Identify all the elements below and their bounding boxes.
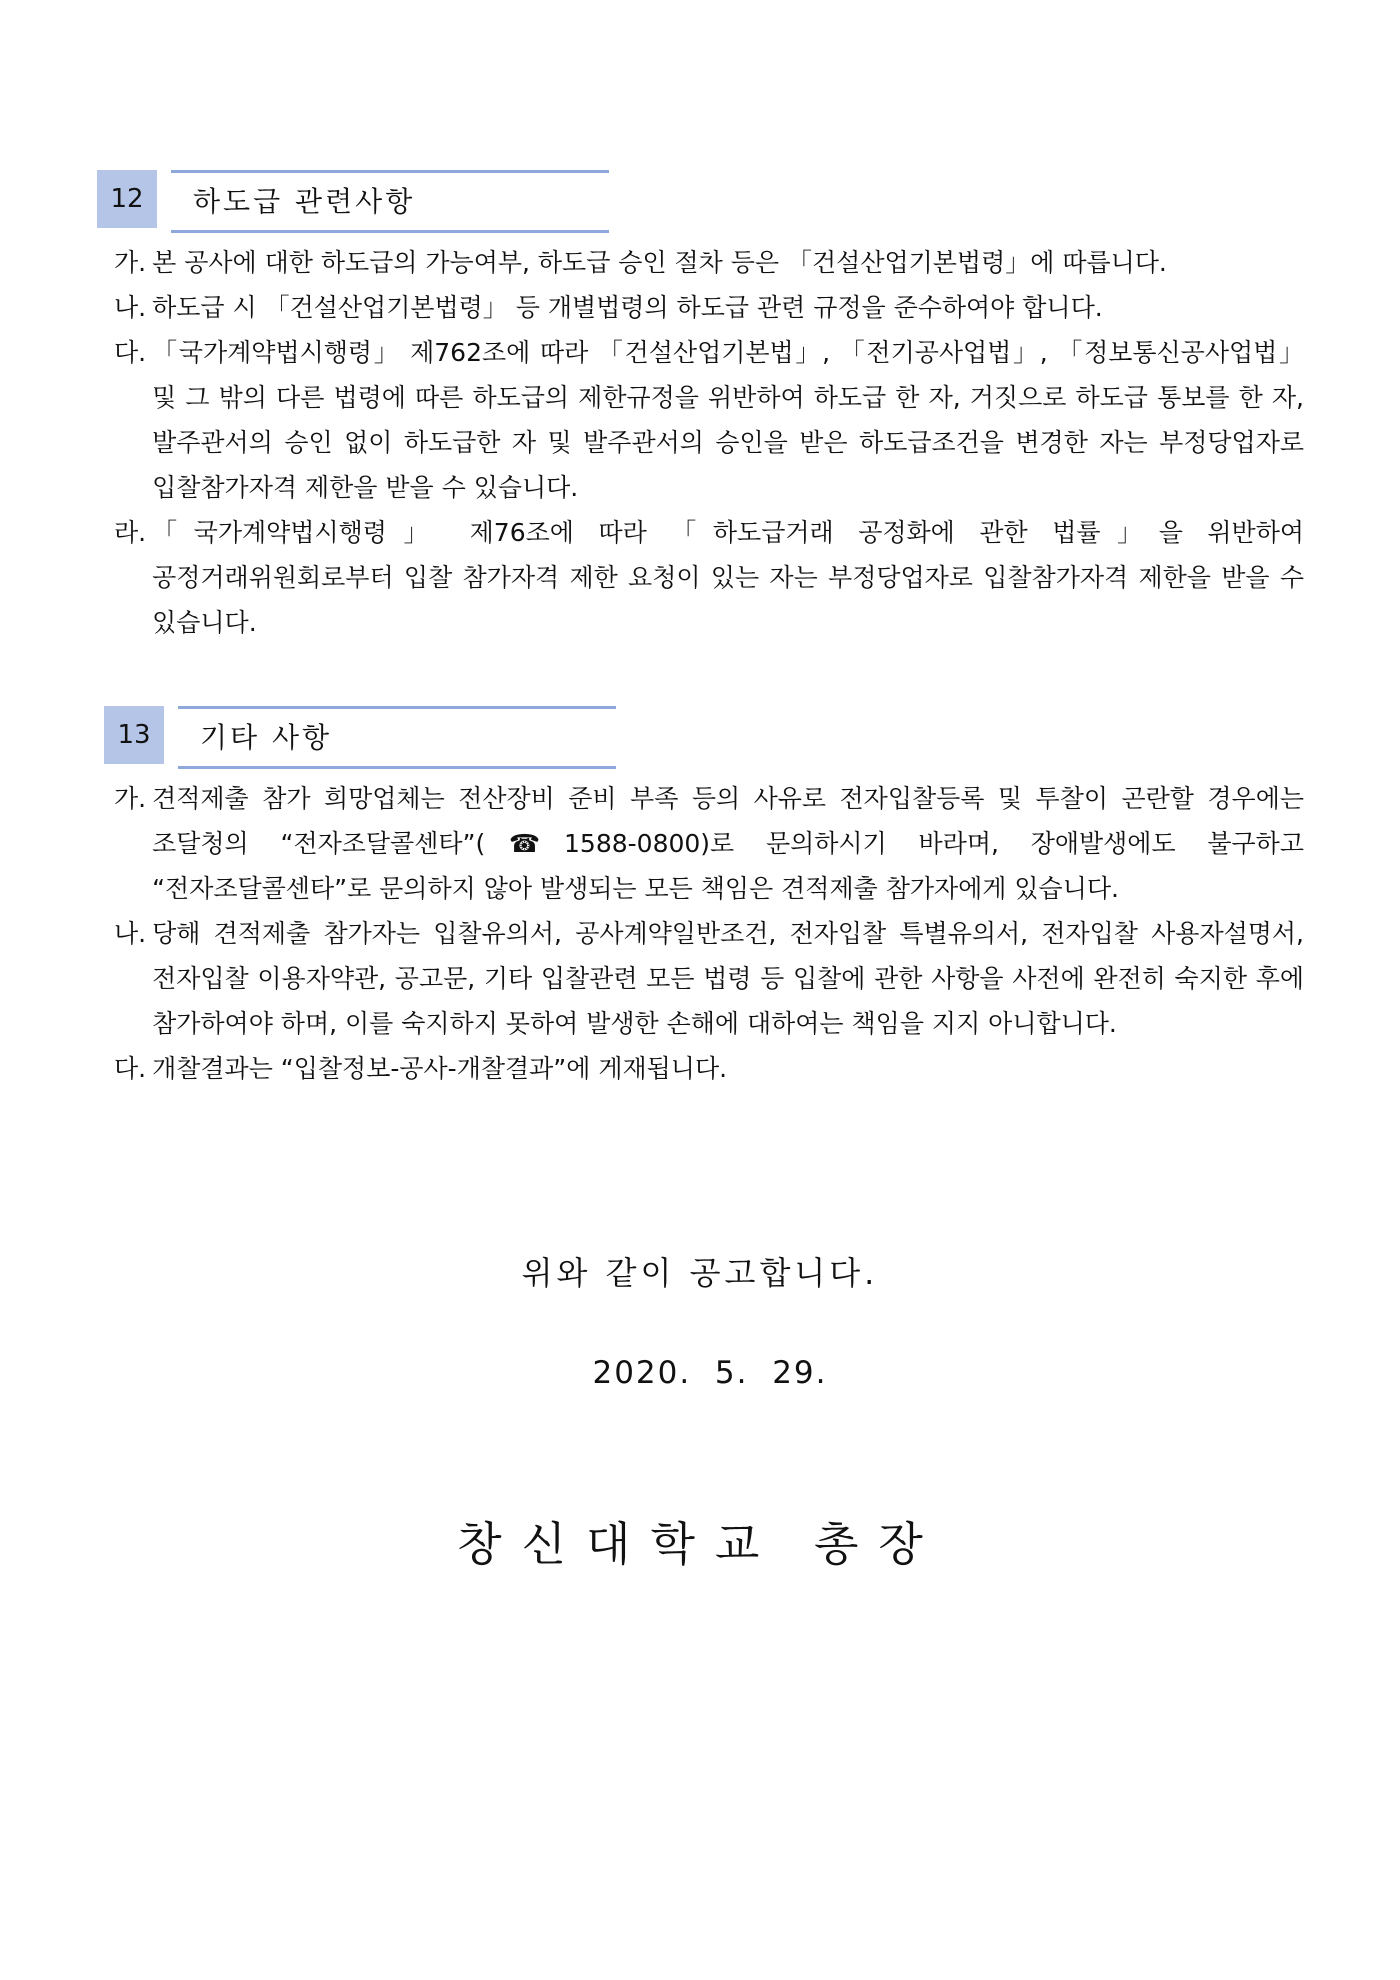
item-marker: 가. bbox=[114, 784, 147, 813]
section-line-top bbox=[178, 706, 616, 709]
item-marker: 가. bbox=[114, 248, 147, 277]
section-number-box bbox=[104, 706, 164, 764]
item-marker: 나. bbox=[114, 293, 147, 322]
item-marker: 라. bbox=[114, 518, 147, 547]
announcement-date: 2020. 5. 29. bbox=[592, 1355, 828, 1391]
item-text: 견적제출 참가 희망업체는 전산장비 준비 부족 등의 사유로 전자입찰등록 및 투찰이 곤란할 경우에는 조달청의 “전자조달콜센타”(☎1588-0800)로 문의하시기 바라며, 장애발생에도 불구하고 “전자조달콜센타”로 문의하지 않아 발생되는 모든 책임은 견적제출 참가자에게 있습니다. bbox=[152, 784, 1304, 903]
section-13-items bbox=[114, 776, 1304, 1091]
item-marker: 다. bbox=[114, 1054, 147, 1083]
item-text: 개찰결과는 “입찰정보-공사-개찰결과”에 게재됩니다. bbox=[152, 1054, 728, 1083]
section-12-items bbox=[114, 240, 1304, 645]
section-12-header bbox=[97, 170, 609, 236]
section-title: 기타 사항 bbox=[200, 721, 333, 754]
list-item bbox=[114, 240, 1304, 285]
list-item bbox=[114, 1046, 1304, 1091]
item-text: 당해 견적제출 참가자는 입찰유의서, 공사계약일반조건, 전자입찰 특별유의서, 전자입찰 사용자설명서, 전자입찰 이용자약관, 공고문, 기타 입찰관련 모든 법령 등 입찰에 관한 사항을 사전에 완전히 숙지한 후에 참가하여야 하며, 이를 숙지하지 못하여 발생한 손해에 대하여는 책임을 지지 아니합니다. bbox=[152, 919, 1304, 1038]
item-text: 하도급 시 「건설산업기본법령」 등 개별법령의 하도급 관련 규정을 준수하여야 합니다. bbox=[152, 293, 1103, 322]
section-line-bottom bbox=[171, 230, 609, 233]
section-number-box bbox=[97, 170, 157, 228]
closing-statement: 위와 같이 공고합니다. bbox=[521, 1254, 879, 1292]
list-item bbox=[114, 330, 1304, 510]
section-number: 12 bbox=[110, 184, 144, 214]
section-title: 하도급 관련사항 bbox=[193, 185, 416, 218]
list-item bbox=[114, 911, 1304, 1046]
section-line-bottom bbox=[178, 766, 616, 769]
item-marker: 나. bbox=[114, 919, 147, 948]
section-13-header bbox=[104, 706, 616, 772]
list-item bbox=[114, 776, 1304, 911]
item-marker: 다. bbox=[114, 338, 147, 367]
section-number: 13 bbox=[117, 720, 151, 750]
list-item bbox=[114, 510, 1304, 645]
item-text: 「국가계약법시행령」 제76조에 따라 「하도급거래 공정화에 관한 법률」을 위반하여 공정거래위원회로부터 입찰 참가자격 제한 요청이 있는 자는 부정당업자로 입찰참가자격 제한을 받을 수 있습니다. bbox=[152, 518, 1304, 637]
item-text: 본 공사에 대한 하도급의 가능여부, 하도급 승인 절차 등은 「건설산업기본법령」에 따릅니다. bbox=[152, 248, 1167, 277]
section-line-top bbox=[171, 170, 609, 173]
signature: 창신대학교 총장 bbox=[457, 1517, 943, 1571]
list-item bbox=[114, 285, 1304, 330]
item-text: 「국가계약법시행령」 제762조에 따라 「건설산업기본법」, 「전기공사업법」, 「정보통신공사업법」 및 그 밖의 다른 법령에 따른 하도급의 제한규정을 위반하여 하도급 한 자, 거짓으로 하도급 통보를 한 자, 발주관서의 승인 없이 하도급한 자 및 발주관서의 승인을 받은 하도급조건을 변경한 자는 부정당업자로 입찰참가자격 제한을 받을 수 있습니다. bbox=[152, 338, 1304, 502]
